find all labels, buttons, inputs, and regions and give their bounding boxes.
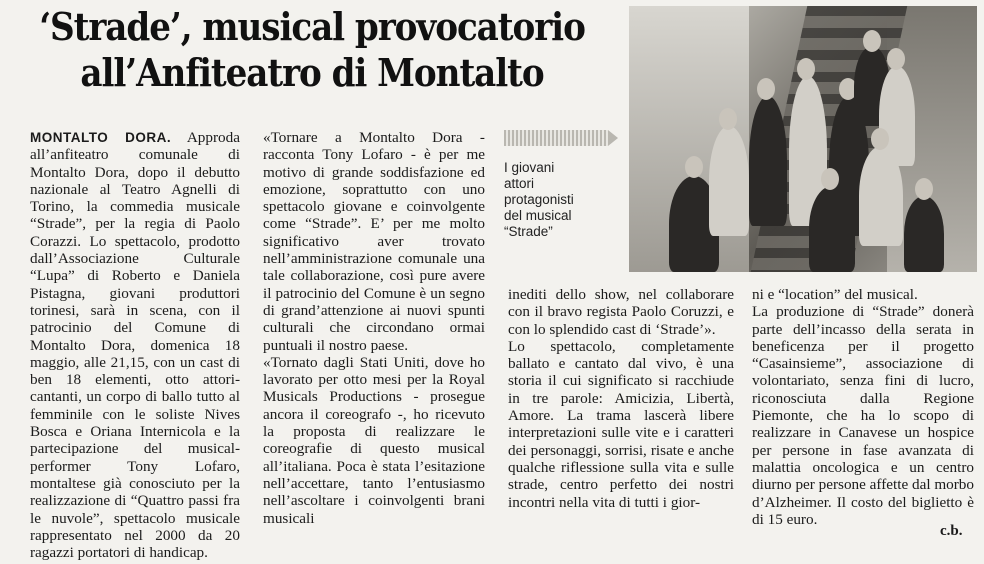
caption-text: I giovani attori protagonisti del musical “Strade” xyxy=(504,160,574,239)
photo-caption xyxy=(504,130,608,258)
dateline: MONTALTO DORA. xyxy=(30,130,172,145)
group-photo-icon xyxy=(629,6,977,272)
caption-arrow-icon xyxy=(504,130,608,146)
author-signature: c.b. xyxy=(940,523,963,539)
article-column-4: ni e “location” del musical. La produzione di “Strade” donerà parte dell’incasso della serata in beneficenza per il progetto “Casainsieme”, associazione di volontariato, senza fini di lucro, riconosciuta dalla Regione Piemonte, che ha lo scopo di realizzare in Canavese un hospice per persone in fase avanzata di malattia oncologica e un centro diurno per persone affette dal morbo d’Alzheimer. Il costo del biglietto è di 15 euro. xyxy=(752,286,974,528)
headline-line-1: ‘Strade’, musical provocatorio xyxy=(39,4,585,49)
headline xyxy=(6,4,618,96)
article-column-1 xyxy=(30,129,240,562)
article-column-3: inediti dello show, nel collaborare con il bravo regista Paolo Coruzzi, e con lo splendido cast di ‘Strade’». Lo spettacolo, completamente ballato e cantato dal vivo, è una storia il cui significato si racchiude in tre parole: Amicizia, Libertà, Amore. La trama lascerà libere interpretazioni sulle vite e i caratteri dei personaggi, sorrisi, risate e anche qualche riflessione sulla vita e sulle strade, centro perfetto dei nostri incontri nella vita di tutti i gior- xyxy=(508,286,734,511)
column-1-text: Approda all’anfiteatro comunale di Montalto Dora, dopo il debutto nazionale al Teatro Agnelli di Torino, la commedia musicale “Strade”, per la regia di Paolo Corazzi. Lo spettacolo, prodotto dall’Associazione Culturale “Lupa” di Roberto e Daniela Pistagna, giovani produttori torinesi, sarà in scena, con il patrocinio del Comune di Montalto Dora, domenica 18 maggio, alle 21,15, con un cast di ben 18 elementi, otto attori-cantanti, un corpo di ballo tutto al femminile con le soliste Nives Bosca e Oriana Internicola e la partecipazione del musical-performer Tony Lofaro, montaltese già conosciuto per la realizzazione di “Quattro passi fra le nuvole”, spettacolo musicale rappresentato nel 2000 da 20 ragazzi portatori di handicap. xyxy=(30,129,240,562)
article-column-2: «Tornare a Montalto Dora - racconta Tony Lofaro - è per me motivo di grande soddisfazione ed emozione, soprattutto con uno spettacolo giovane e coinvolgente come “Strade”. E’ per me molto significativo aver trovato nell’amministrazione comunale una tale collaborazione, così pure avere il patrocinio del Comune è un segno di grand’attenzione ai nuovi spunti culturali che circondano ormai puntuali il nostro paese. «Tornato dagli Stati Uniti, dove ho lavorato per otto mesi per la Royal Musicals Productions - prosegue ancora il coreografo -, ho ricevuto la proposta di realizzare le coreografie di questo musical all’italiana. Poca è stata l’esitazione nell’accettare, tanto l’entusiasmo nell’ascoltare i coinvolgenti brani musicali xyxy=(263,129,485,527)
headline-line-2: all’Anfiteatro di Montalto xyxy=(80,50,544,95)
